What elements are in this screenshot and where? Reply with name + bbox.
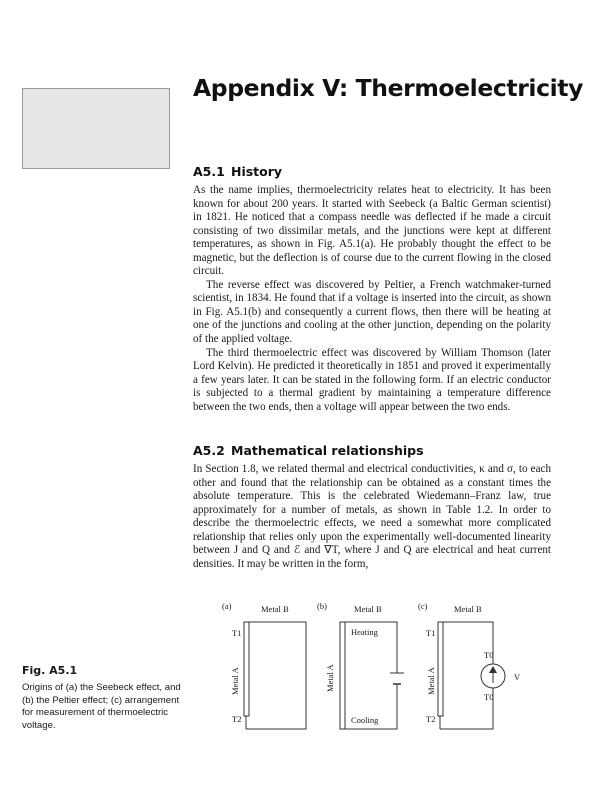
- voltmeter-label: V: [514, 672, 521, 682]
- metal-a-bar: [438, 622, 443, 716]
- t2-label: T2: [232, 714, 242, 724]
- metal-b-label: Metal B: [261, 604, 289, 614]
- t1-label: T1: [232, 628, 242, 638]
- panel-c: [418, 601, 521, 729]
- figure-label: Fig. A5.1: [22, 664, 78, 677]
- metal-a-label: Metal A: [230, 667, 240, 695]
- metal-a-bar: [340, 622, 345, 729]
- figure-caption: Origins of (a) the Seebeck effect, and (b) the Peltier effect; (c) arrangement for measurement of thermoelectric voltage.: [22, 682, 181, 731]
- metal-b-label: Metal B: [454, 604, 482, 614]
- page-title: Appendix V: Thermoelectricity: [193, 74, 584, 102]
- paragraph: As the name implies, thermoelectricity relates heat to electricity. It has been known for about 200 years. It started with Seebeck (a Baltic German scientist) in 1821. He noticed that a compass needle was deflected if he made a circuit consisting of two dissimilar metals, and the junctions were kept at different temperatures, as shown in Fig. A5.1(a). He probably thought the effect to be magnetic, but the deflection is of course due to the current flowing in the closed circuit.: [193, 184, 551, 278]
- section-number: A5.1: [193, 164, 225, 179]
- paragraph: The reverse effect was discovered by Peltier, a French watchmaker-turned scientist, in 1834. He found that if a voltage is inserted into the circuit, as shown in Fig. A5.1(b) and consequently a current flows, then there will be heating at one of the junctions and cooling at the other junction, depending on the polarity of the applied voltage.: [193, 278, 551, 346]
- metal-a-bar: [244, 622, 249, 716]
- panel-b: [317, 601, 404, 729]
- paragraph: The third thermoelectric effect was discovered by William Thomson (later Lord Kelvin). He predicted it theoretically in 1851 and proved it experimentally a few years later. It can be stated in the following form. If an electric conductor is subjected to a thermal gradient by maintaining a temperature difference between the two ends, then a voltage will appear between the two ends.: [193, 346, 551, 413]
- t2-label: T2: [426, 714, 436, 724]
- metal-b-label: Metal B: [354, 604, 382, 614]
- section-title: Mathematical relationships: [231, 443, 424, 458]
- panel-a: [222, 601, 306, 729]
- t1-label: T1: [426, 628, 436, 638]
- paragraph: In Section 1.8, we related thermal and electrical conductivities, κ and σ, to each other and found that the relationship can be obtained as a constant times the absolute temperature. This is the celebrated Wiedemann–Franz law, true approximately for a number of metals, as shown in Table 1.2. In order to describe the thermoelectric effects, we need a somewhat more complicated relationship that relies only upon the experimentally well-documented linearity between J and Q and ℰ and ∇T, where J and Q are electrical and heat current densities. It may be written in the form,: [193, 463, 551, 570]
- t0-lower-label: T0: [484, 692, 494, 702]
- panel-tag: (b): [317, 601, 327, 611]
- t0-upper-label: T0: [484, 650, 494, 660]
- panel-tag: (c): [418, 601, 428, 611]
- section-title: History: [231, 164, 283, 179]
- metal-b-wire: [246, 622, 306, 729]
- cooling-label: Cooling: [351, 715, 379, 725]
- metal-a-label: Metal A: [325, 664, 335, 692]
- metal-a-label: Metal A: [426, 667, 436, 695]
- heating-label: Heating: [351, 627, 378, 637]
- section-number: A5.2: [193, 443, 225, 458]
- panel-tag: (a): [222, 601, 232, 611]
